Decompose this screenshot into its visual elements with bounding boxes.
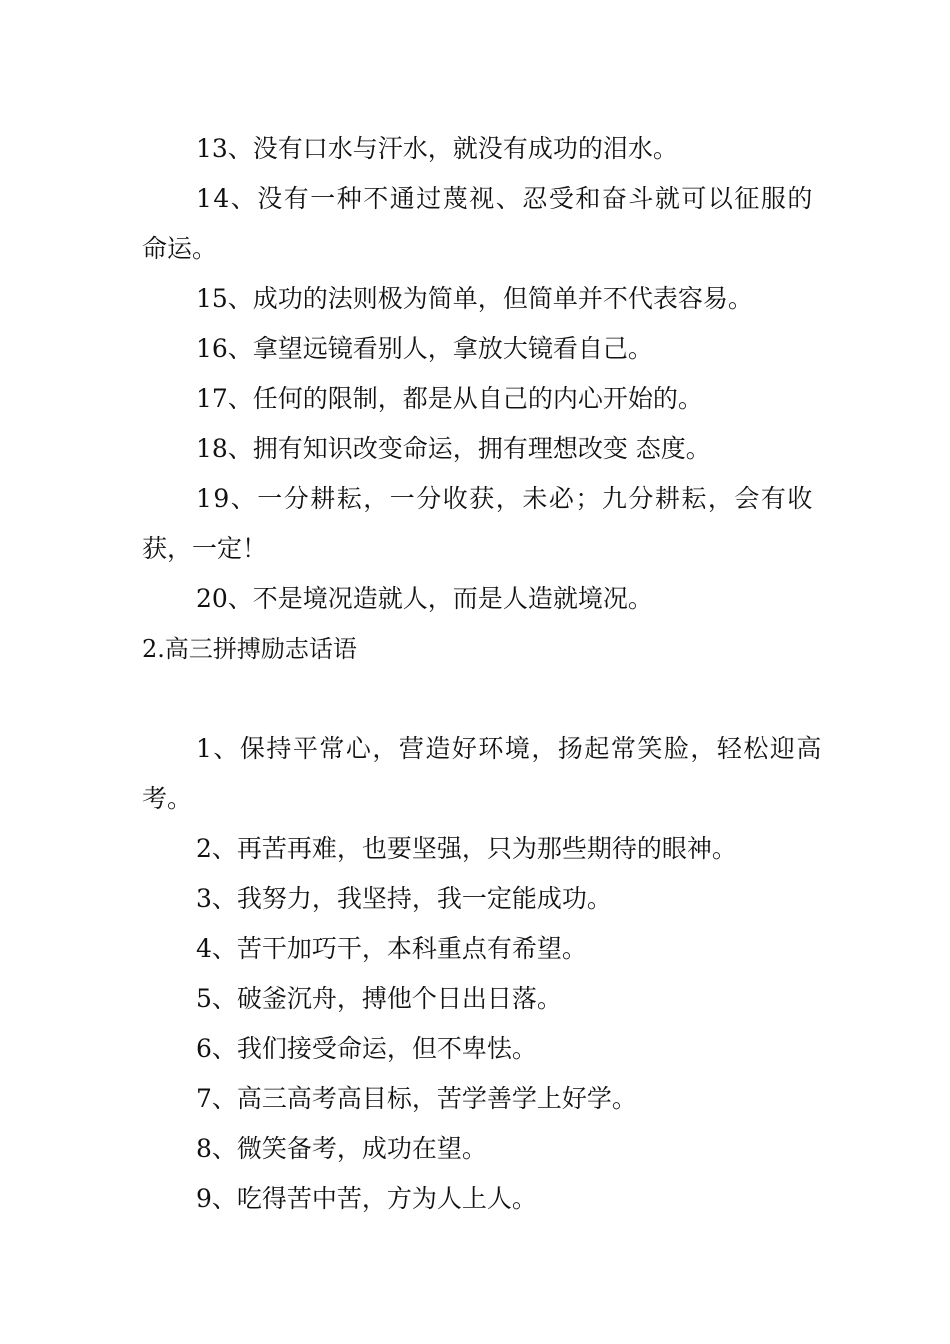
section-heading: 2.高三拼搏励志话语 <box>142 635 357 663</box>
paragraph-6: 6、我们接受命运，但不卑怯。 <box>196 1034 537 1063</box>
paragraph-9: 9、吃得苦中苦，方为人上人。 <box>196 1184 537 1213</box>
paragraph-19: 19、一分耕耘，一分收获，未必；九分耕耘，会有收 <box>196 484 814 513</box>
paragraph-14-continuation: 命运。 <box>142 234 218 263</box>
paragraph-16: 16、拿望远镜看别人，拿放大镜看自己。 <box>196 334 653 363</box>
paragraph-2: 2、再苦再难，也要坚强，只为那些期待的眼神。 <box>196 834 737 863</box>
paragraph-1-continuation: 考。 <box>142 784 193 813</box>
paragraph-20: 20、不是境况造就人，而是人造就境况。 <box>196 584 653 613</box>
paragraph-15: 15、成功的法则极为简单，但简单并不代表容易。 <box>196 284 753 313</box>
paragraph-5: 5、破釜沉舟，搏他个日出日落。 <box>196 984 562 1013</box>
paragraph-13: 13、没有口水与汗水，就没有成功的泪水。 <box>196 134 678 163</box>
paragraph-19-continuation: 获，一定！ <box>142 534 268 563</box>
paragraph-14: 14、没有一种不通过蔑视、忍受和奋斗就可以征服的 <box>196 184 814 213</box>
paragraph-17: 17、任何的限制，都是从自己的内心开始的。 <box>196 384 703 413</box>
paragraph-18: 18、拥有知识改变命运，拥有理想改变 态度。 <box>196 434 711 463</box>
paragraph-3: 3、我努力，我坚持，我一定能成功。 <box>196 884 612 913</box>
paragraph-7: 7、高三高考高目标，苦学善学上好学。 <box>196 1084 637 1113</box>
paragraph-8: 8、微笑备考，成功在望。 <box>196 1134 487 1163</box>
paragraph-4: 4、苦干加巧干，本科重点有希望。 <box>196 934 587 963</box>
paragraph-1: 1、保持平常心，营造好环境，扬起常笑脸，轻松迎高 <box>196 734 823 763</box>
